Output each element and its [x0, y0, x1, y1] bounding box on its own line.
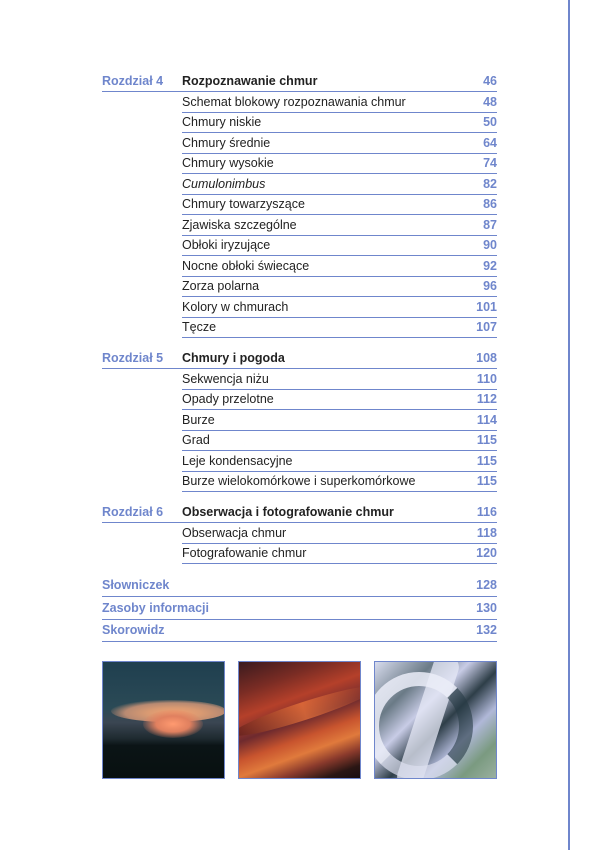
entry-page-number: 46 — [483, 74, 497, 88]
toc-entry[interactable] — [182, 236, 497, 256]
entry-page-number: 108 — [476, 351, 497, 365]
entry-title: Chmury średnie — [182, 135, 271, 150]
entry-page-number: 74 — [483, 156, 497, 170]
toc-entry[interactable] — [182, 318, 497, 338]
toc-entry[interactable] — [182, 93, 497, 113]
entry-page-number: 110 — [476, 371, 497, 386]
entry-title: Grad — [182, 433, 210, 447]
entry-page-number: 96 — [483, 279, 497, 293]
entry-page-number: 120 — [476, 546, 497, 560]
entry-page-number: 115 — [476, 433, 497, 447]
entry-title: Obłoki iryzujące — [182, 238, 271, 252]
entry-title: Fotografowanie chmur — [182, 546, 307, 560]
chapter-title-entry[interactable] — [182, 503, 497, 523]
entry-title: Burze wielokomórkowe i superkomórkowe — [182, 474, 416, 488]
toc-entry[interactable] — [182, 390, 497, 410]
entry-page-number: 64 — [483, 135, 497, 150]
chapter-title-entry[interactable] — [182, 349, 497, 369]
back-matter-title: Zasoby informacji — [102, 601, 209, 615]
entry-title: Leje kondensacyjne — [182, 453, 293, 468]
entry-title: Chmury i pogoda — [182, 351, 285, 365]
back-matter-rule — [102, 596, 497, 597]
entry-page-number: 101 — [476, 299, 497, 314]
satellite-cyclone-photo — [374, 661, 497, 779]
entry-page-number: 107 — [476, 320, 497, 334]
entry-title: Chmury niskie — [182, 115, 262, 129]
entry-title: Cumulonimbus — [182, 176, 266, 191]
entry-title: Obserwacja i fotografowanie chmur — [182, 505, 394, 519]
toc-entry[interactable] — [182, 370, 497, 390]
entry-page-number: 50 — [483, 115, 497, 129]
page-edge-rule — [568, 0, 570, 850]
entry-title: Sekwencja niżu — [182, 371, 269, 386]
back-matter-page-number: 130 — [476, 601, 497, 615]
toc-entry[interactable] — [182, 257, 497, 277]
toc-entry[interactable] — [182, 113, 497, 133]
back-matter-title: Skorowidz — [102, 623, 165, 637]
back-matter-page-number: 128 — [476, 578, 497, 592]
entry-page-number: 114 — [476, 412, 497, 427]
entry-page-number: 118 — [476, 525, 497, 540]
entry-rule — [182, 337, 497, 338]
chapter-label: Rozdział 4 — [102, 74, 164, 88]
toc-entry[interactable] — [182, 277, 497, 297]
toc-entry[interactable] — [182, 175, 497, 195]
back-matter-entry[interactable] — [102, 620, 497, 642]
back-matter-page-number: 132 — [476, 623, 497, 637]
toc-entry[interactable] — [182, 298, 497, 318]
entry-title: Obserwacja chmur — [182, 525, 287, 540]
entry-title: Tęcze — [182, 320, 217, 334]
entry-title: Burze — [182, 412, 215, 427]
toc-entry[interactable] — [182, 524, 497, 544]
entry-page-number: 86 — [483, 197, 497, 211]
toc-entry[interactable] — [182, 431, 497, 451]
entry-rule — [182, 491, 497, 492]
entry-title: Schemat blokowy rozpoznawania chmur — [182, 94, 406, 109]
toc-entry[interactable] — [182, 544, 497, 564]
entry-rule — [182, 563, 497, 564]
back-matter-rule — [102, 641, 497, 642]
entry-page-number: 112 — [476, 392, 497, 406]
toc-entry[interactable] — [182, 154, 497, 174]
toc-entry[interactable] — [182, 452, 497, 472]
back-matter-entry[interactable] — [102, 598, 497, 620]
entry-page-number: 87 — [483, 217, 497, 232]
toc-entry[interactable] — [182, 216, 497, 236]
entry-title: Kolory w chmurach — [182, 299, 289, 314]
entry-title: Zorza polarna — [182, 279, 260, 293]
entry-title: Opady przelotne — [182, 392, 274, 406]
red-sunset-clouds-photo — [238, 661, 361, 779]
chapter-title-entry[interactable] — [182, 72, 497, 92]
entry-title: Chmury wysokie — [182, 156, 274, 170]
entry-title: Rozpoznawanie chmur — [182, 74, 318, 88]
back-matter-title: Słowniczek — [102, 578, 170, 592]
entry-page-number: 82 — [483, 176, 497, 191]
entry-page-number: 48 — [483, 94, 497, 109]
toc-entry[interactable] — [182, 134, 497, 154]
toc-entry[interactable] — [182, 472, 497, 492]
entry-page-number: 115 — [476, 453, 497, 468]
toc-entry[interactable] — [182, 411, 497, 431]
entry-title: Nocne obłoki świecące — [182, 258, 310, 273]
entry-page-number: 115 — [476, 474, 497, 488]
entry-page-number: 116 — [476, 505, 497, 519]
back-matter-entry[interactable] — [102, 575, 497, 597]
entry-title: Zjawiska szczególne — [182, 217, 297, 232]
entry-page-number: 92 — [483, 258, 497, 273]
entry-page-number: 90 — [483, 238, 497, 252]
entry-title: Chmury towarzyszące — [182, 197, 305, 211]
cumulonimbus-anvil-photo — [102, 661, 225, 779]
chapter-label: Rozdział 5 — [102, 351, 164, 365]
toc-entry[interactable] — [182, 195, 497, 215]
chapter-label: Rozdział 6 — [102, 505, 164, 519]
